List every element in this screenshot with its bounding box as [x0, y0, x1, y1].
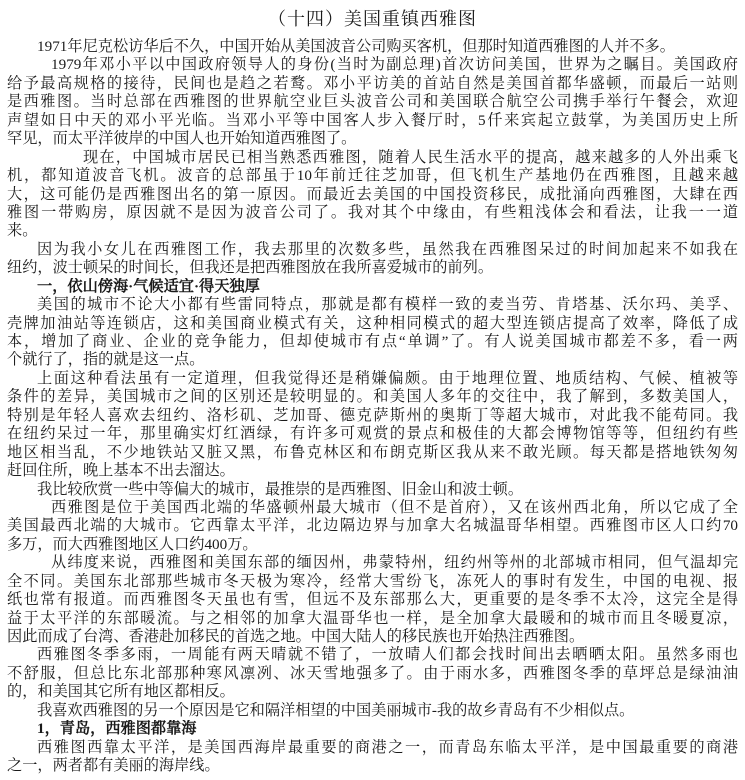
- text-line: 1971年尼克松访华后不久，中国开始从美国波音公司购买客机，但那时知道西雅图的人并不多。: [37, 38, 675, 55]
- text-line: 在纽约呆过一年，那里确实灯红酒绿，有许多可观赏的景点和极佳的大都会博物馆等等，但纽约有些: [7, 425, 738, 443]
- text-line: 西雅图西靠太平洋，是美国西海岸最重要的商港之一，而青岛东临太平洋，是中国最重要的商港: [37, 738, 738, 756]
- text-line: 大，这可能仍是西雅图出名的第一原因。而最近去美国的中国投资移民，成批涌向西雅图，大肆在西: [7, 185, 738, 203]
- section-heading: 1，青岛，西雅图都靠海: [37, 720, 197, 738]
- text-line: 全不同。美国东北部那些城市冬天极为寒冷，经常大雪纷飞，冻死人的事时有发生，中国的电视、报: [7, 572, 738, 590]
- text-line: 本，增加了商业、企业的竞争能力，但却使城市有点“单调”了。有人说美国城市都差不多，看一两: [7, 333, 738, 350]
- text-line: 美国最西北端的大城市。它西靠太平洋，北边隔边界与加拿大名城温哥华相望。西雅图市区人口约70: [7, 517, 738, 535]
- text-line: 条件的差异，美国城市之间的区别还是较明显的。和美国人多年的交往中，我了解到，多数美国人，: [7, 388, 738, 406]
- text-line: 是西雅图。当时总部在西雅图的世界航空业巨头波音公司和美国联合航空公司携手举行午餐会，欢迎: [7, 93, 738, 111]
- text-line: 1979年邓小平以中国政府领导人的身份(当时为副总理)首次访问美国，世界为之瞩目。美国政府: [51, 56, 738, 74]
- text-line: 地区相当乱，不少地铁站又脏又黑，布鲁克林区和布朗克斯区我从来不敢光顾。每天都是搭地铁匆匆: [7, 443, 738, 461]
- text-line: 西雅图是位于美国西北端的华盛顿州最大城市（但不是首府），又在该州西北角，所以它成了全: [51, 498, 738, 516]
- text-line: 之一，两者都有美丽的海岸线。: [7, 757, 220, 775]
- text-line: 现在，中国城市居民已相当熟悉西雅图，随着人民生活水平的提高，越来越多的人外出乘飞: [83, 148, 738, 166]
- text-line: 多万，而大西雅图地区人口约400万。: [7, 535, 258, 553]
- text-line: 因为我小女儿在西雅图工作，我去那里的次数多些，虽然我在西雅图呆过的时间加起来不如我在: [37, 240, 738, 258]
- text-line: 来。: [7, 222, 38, 240]
- text-line: 纽约，波士顿呆的时间长，但我还是把西雅图放在我所喜爱城市的前列。: [7, 259, 493, 277]
- text-line: 声望如日中天的邓小平光临。当邓小平等中国客人步入餐厅时，5仟来宾起立鼓掌，为美国历史上所: [7, 111, 738, 129]
- text-line: 壳牌加油站等连锁店，这和美国商业模式有关，这种相同模式的超大型连锁店提高了效率，降低了成: [7, 314, 738, 332]
- section-heading: 一，依山傍海·气候适宜·得天独厚: [37, 277, 260, 295]
- text-line: 益于太平洋的东部暖流。与之相邻的加拿大温哥华也一样，是全加拿大最暖和的城市而且冬暖夏凉，: [7, 609, 738, 627]
- text-line: 我喜欢西雅图的另一个原因是它和隔洋相望的中国美丽城市-我的故乡青岛有不少相似点。: [37, 701, 635, 719]
- text-line: 个就行了，指的就是这一点。: [7, 351, 205, 369]
- text-line: 罕见，而太平洋彼岸的中国人也开始知道西雅图了。: [7, 130, 357, 148]
- text-line: 上面这种看法虽有一定道理，但我觉得还是稍嫌偏颇。由于地理位置、地质结构、气候、植被等: [37, 369, 738, 387]
- document-title: （十四）美国重镇西雅图: [268, 9, 477, 29]
- text-line: 西雅图冬季多雨，一周能有两天晴就不错了，一放晴人们都会找时间出去晒晒太阳。虽然多雨也: [37, 646, 738, 664]
- text-line: 因此而成了台湾、香港赴加移民的首选之地。中国大陆人的移民族也开始热注西雅图。: [7, 628, 585, 645]
- text-line: 特别是年轻人喜欢去纽约、洛杉矶、芝加哥、德克萨斯州的奥斯丁等超大城市，对此我不能苟同。我: [7, 406, 738, 424]
- text-line: 从纬度来说，西雅图和美国东部的缅因州，弗蒙特州，纽约州等州的北部城市相同，但气温却完: [51, 554, 738, 572]
- text-line: 赶回住所，晚上基本不出去溜达。: [7, 462, 235, 480]
- text-line: 的，和美国其它所有地区都相反。: [7, 683, 235, 701]
- text-line: 雅图一带购房，原因就不是因为波音公司了。我对其个中缘由，有些粗浅体会和看法，让我一一道: [7, 203, 738, 221]
- text-line: 机，都知道波音飞机。波音的总部虽于10年前迁往芝加哥，但飞机生产基地仍在西雅图，且越来越: [7, 167, 738, 185]
- text-line: 纸也常有报道。而西雅图冬天虽也有雪，但远不及东部那么大，更重要的是冬季不太冷，这完全是得: [7, 591, 738, 609]
- text-line: 我比较欣赏一些中等偏大的城市，最推崇的是西雅图、旧金山和波士顿。: [37, 480, 523, 498]
- text-line: 给予最高规格的接待，民间也是趋之若鹜。邓小平访美的首站自然是美国首都华盛顿，而最后一站则: [7, 74, 738, 92]
- text-line: 不舒服，但总比东北部那种寒风凛冽、冰天雪地强多了。由于雨水多，西雅图冬季的草坪总是绿油油: [7, 664, 738, 682]
- text-line: 美国的城市不论大小都有些雷同特点，那就是都有模样一致的麦当劳、肯塔基、沃尔玛、美孚、: [37, 296, 738, 314]
- document-body: [7, 38, 738, 776]
